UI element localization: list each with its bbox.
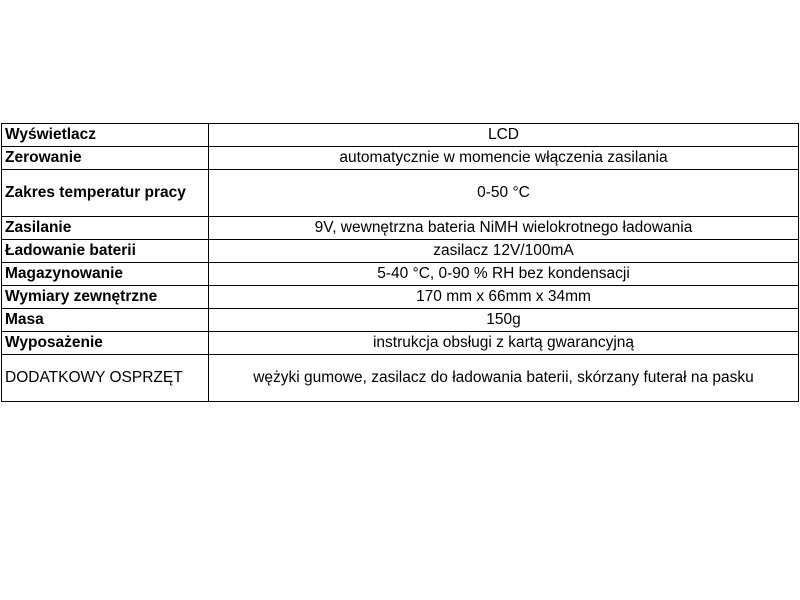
table-row	[2, 355, 799, 402]
row-label: DODATKOWY OSPRZĘT	[2, 355, 209, 402]
table-row	[2, 263, 799, 286]
table-row	[2, 240, 799, 263]
row-value: 170 mm x 66mm x 34mm	[209, 286, 799, 309]
specification-table	[1, 123, 799, 402]
row-label: Ładowanie baterii	[2, 240, 209, 263]
row-value: wężyki gumowe, zasilacz do ładowania baterii, skórzany futerał na pasku	[209, 355, 799, 402]
row-label: Wyposażenie	[2, 332, 209, 355]
row-value: automatycznie w momencie włączenia zasilania	[209, 147, 799, 170]
row-value: zasilacz 12V/100mA	[209, 240, 799, 263]
table-row	[2, 332, 799, 355]
row-label: Wyświetlacz	[2, 124, 209, 147]
table-row	[2, 309, 799, 332]
table-row	[2, 217, 799, 240]
table-row	[2, 286, 799, 309]
row-value: LCD	[209, 124, 799, 147]
row-label: Zakres temperatur pracy	[2, 170, 209, 217]
row-value: 150g	[209, 309, 799, 332]
row-label: Zerowanie	[2, 147, 209, 170]
row-label: Zasilanie	[2, 217, 209, 240]
row-value: 0-50 °C	[209, 170, 799, 217]
row-value: instrukcja obsługi z kartą gwarancyjną	[209, 332, 799, 355]
row-label: Magazynowanie	[2, 263, 209, 286]
row-label: Wymiary zewnętrzne	[2, 286, 209, 309]
row-value: 9V, wewnętrzna bateria NiMH wielokrotnego ładowania	[209, 217, 799, 240]
table-row	[2, 170, 799, 217]
row-label: Masa	[2, 309, 209, 332]
row-value: 5-40 °C, 0-90 % RH bez kondensacji	[209, 263, 799, 286]
table-row	[2, 124, 799, 147]
table-row	[2, 147, 799, 170]
